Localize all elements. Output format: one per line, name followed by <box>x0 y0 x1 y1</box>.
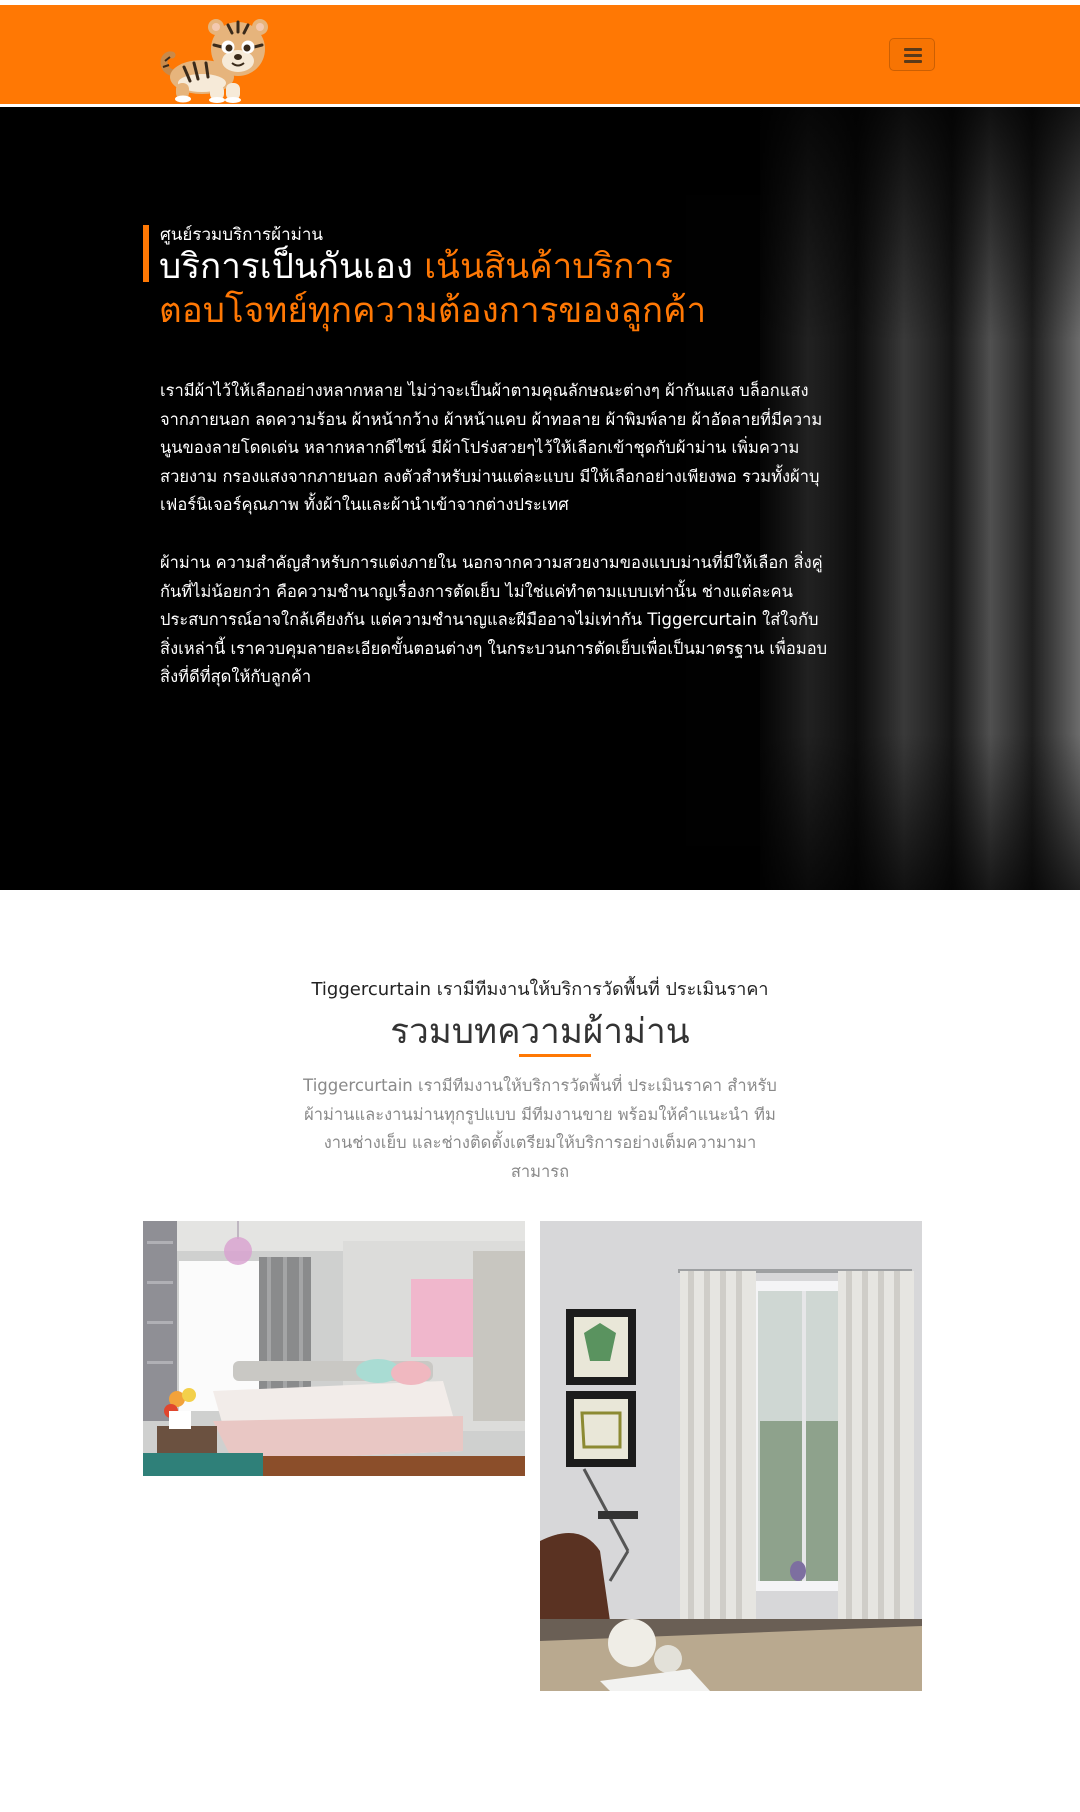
hero-title <box>159 245 879 333</box>
hero-title-white: บริการเป็นกันเอง <box>159 247 425 287</box>
hamburger-menu-icon <box>904 48 922 51</box>
hero-paragraph-1: เรามีผ้าไว้ให้เลือกอย่างหลากหลาย ไม่ว่าจะเป็นผ้าตามคุณลักษณะต่างๆ ผ้ากันแสง บล็อกแสงจากภายนอก ลดความร้อน ผ้าหน้ากว้าง ผ้าหน้าแคบ ผ้าทอลาย ผ้าพิมพ์ลาย ผ้าอัดลายที่มีความนูนของลายโดดเด่น หลากหลากดีไซน์ มีผ้าโปร่งสวยๆไว้ให้เลือกเข้าชุดกับผ้าม่าน เพิ่มความสวยงาม กรองแสงจากภายนอก ลงตัวสำหรับม่านแต่ละแบบ มีให้เลือกอย่างเพียงพอ รวมทั้งผ้าบุเฟอร์นิเจอร์คุณภาพ ทั้งผ้าในและผ้านำเข้าจากต่างประเทศ <box>160 381 823 515</box>
hero-kicker: ศูนย์รวมบริการผ้าม่าน <box>160 225 324 245</box>
articles-description: Tiggercurtain เรามีทีมงานให้บริการวัดพื้นที่ ประเมินราคา สำหรับผ้าม่านและงานม่านทุกรูปแบบ มีทีมงานขาย พร้อมให้คำแนะนำ ทีมงานช่างเย็บ และช่างติดตั้งเตรียมให้บริการอย่างเต็มความามาสามารถ <box>303 1076 777 1181</box>
hero-section <box>0 107 1080 890</box>
site-header <box>0 5 1080 107</box>
articles-subtitle: Tiggercurtain เรามีทีมงานให้บริการวัดพื้นที่ ประเมินราคา <box>311 979 769 1000</box>
tiger-logo[interactable] <box>158 11 282 103</box>
hero-title-highlight-2: ตอบโจทย์ทุกความต้องการของลูกค้า <box>159 291 707 331</box>
hero-accent-bar <box>143 225 149 282</box>
article-card-living-room-image[interactable] <box>540 1221 922 1691</box>
hero-title-highlight-1: เน้นสินค้าบริการ <box>424 247 673 287</box>
title-underline <box>519 1054 591 1057</box>
hero-paragraph-2: ผ้าม่าน ความสำคัญสำหรับการแต่งภายใน นอกจากความสวยงามของแบบม่านที่มีให้เลือก สิ่งคู่กันที่ไม่น้อยกว่า คือความชำนาญเรื่องการตัดเย็บ ไม่ใช่แค่ทำตามแบบเท่านั้น ช่างแต่ละคนประสบการณ์อาจใกล้เคียงกัน แต่ความชำนาญและฝีมืออาจไม่เท่ากัน Tiggercurtain ใส่ใจกับสิ่งเหล่านี้ เราควบคุมลายละเอียดขั้นตอนต่างๆ ในกระบวนการตัดเย็บเพื่อเป็นมาตรฐาน เพื่อมอบสิ่งที่ดีที่สุดให้กับลูกค้า <box>160 553 828 687</box>
articles-title: รวมบทความผ้าม่าน <box>390 1012 690 1052</box>
article-card-bedroom-image[interactable] <box>143 1221 525 1476</box>
navbar-toggle-button[interactable] <box>889 38 935 71</box>
